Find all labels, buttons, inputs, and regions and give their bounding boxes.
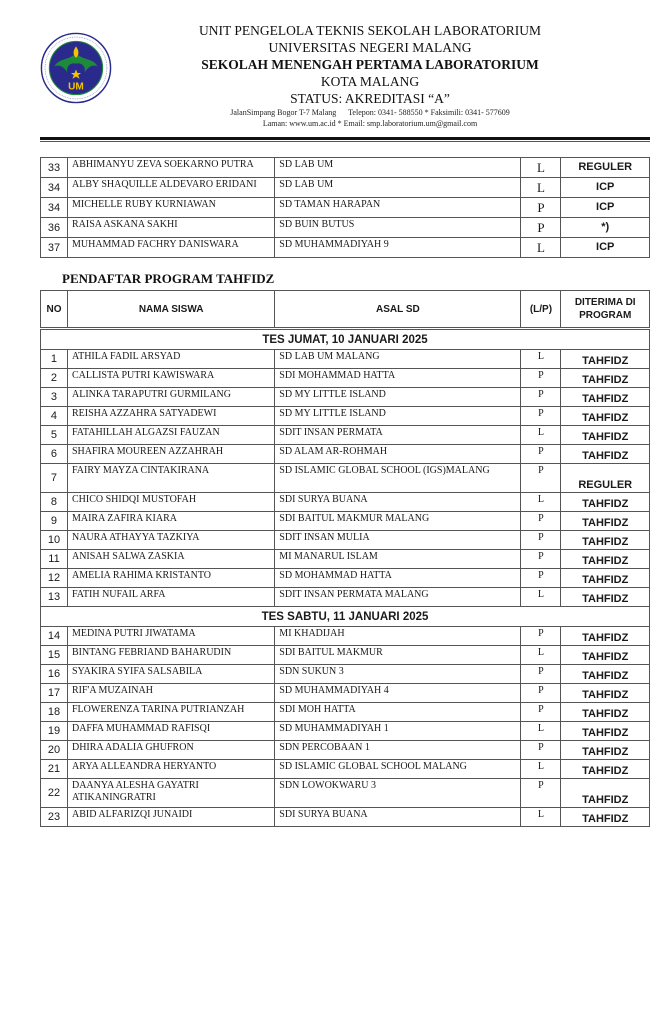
accepted-program: TAHFIDZ [561, 569, 650, 588]
gender: L [521, 350, 561, 369]
gender: P [521, 531, 561, 550]
row-number: 37 [41, 238, 68, 258]
table-row [41, 684, 650, 703]
origin-school: SD BUIN BUTUS [275, 218, 521, 238]
origin-school: SD MOHAMMAD HATTA [275, 569, 521, 588]
table-row [41, 808, 650, 827]
student-name: ABHIMANYU ZEVA SOEKARNO PUTRA [67, 158, 274, 178]
student-name: ATHILA FADIL ARSYAD [67, 350, 274, 369]
continued-registrant-table [40, 157, 650, 258]
table-row [41, 426, 650, 445]
gender: P [521, 684, 561, 703]
row-number: 1 [41, 350, 68, 369]
test-session-row [41, 607, 650, 627]
student-name: CHICO SHIDQI MUSTOFAH [67, 493, 274, 512]
accepted-program: TAHFIDZ [561, 350, 650, 369]
table-row [41, 646, 650, 665]
gender: P [521, 627, 561, 646]
origin-school: SDIT INSAN PERMATA MALANG [275, 588, 521, 607]
accepted-program: *) [561, 218, 650, 238]
gender: P [521, 369, 561, 388]
gender: P [521, 388, 561, 407]
origin-school: SD MUHAMMADIYAH 1 [275, 722, 521, 741]
table-row [41, 407, 650, 426]
origin-school: SD LAB UM [275, 158, 521, 178]
header-no: NO [41, 291, 68, 329]
row-number: 19 [41, 722, 68, 741]
row-number: 21 [41, 760, 68, 779]
origin-school: SDI SURYA BUANA [275, 808, 521, 827]
table-row [41, 369, 650, 388]
origin-school: SDN SUKUN 3 [275, 665, 521, 684]
gender: P [521, 779, 561, 808]
row-number: 18 [41, 703, 68, 722]
row-number: 3 [41, 388, 68, 407]
accepted-program: TAHFIDZ [561, 426, 650, 445]
accepted-program: ICP [561, 198, 650, 218]
test-session-label: TES JUMAT, 10 JANUARI 2025 [41, 329, 650, 350]
accepted-program: TAHFIDZ [561, 741, 650, 760]
student-name: DHIRA ADALIA GHUFRON [67, 741, 274, 760]
table-row [41, 779, 650, 808]
header-program-line1: DITERIMA DI [574, 297, 636, 308]
student-name: RIF'A MUZAINAH [67, 684, 274, 703]
accepted-program: TAHFIDZ [561, 531, 650, 550]
table-row [41, 588, 650, 607]
table-row [41, 198, 650, 218]
table-row [41, 550, 650, 569]
table-row [41, 445, 650, 464]
table-row [41, 703, 650, 722]
gender: P [521, 569, 561, 588]
origin-school: SD LAB UM MALANG [275, 350, 521, 369]
accepted-program: REGULER [561, 158, 650, 178]
test-session-label: TES SABTU, 11 JANUARI 2025 [41, 607, 650, 627]
accreditation-status: STATUS: AKREDITASI “A” [290, 91, 450, 106]
tahfidz-registrant-table [40, 290, 650, 827]
accepted-program: TAHFIDZ [561, 684, 650, 703]
row-number: 34 [41, 198, 68, 218]
header-name: NAMA SISWA [67, 291, 274, 329]
origin-school: SDI MOHAMMAD HATTA [275, 369, 521, 388]
student-name: AMELIA RAHIMA KRISTANTO [67, 569, 274, 588]
student-name: FATAHILLAH ALGAZSI FAUZAN [67, 426, 274, 445]
accepted-program: TAHFIDZ [561, 722, 650, 741]
row-number: 7 [41, 464, 68, 493]
origin-school: SDI SURYA BUANA [275, 493, 521, 512]
header-gender: (L/P) [521, 291, 561, 329]
accepted-program: TAHFIDZ [561, 760, 650, 779]
student-name: NAURA ATHAYYA TAZKIYA [67, 531, 274, 550]
student-name: CALLISTA PUTRI KAWISWARA [67, 369, 274, 388]
accepted-program: ICP [561, 178, 650, 198]
student-name: REISHA AZZAHRA SATYADEWI [67, 407, 274, 426]
table-row [41, 218, 650, 238]
row-number: 17 [41, 684, 68, 703]
row-number: 6 [41, 445, 68, 464]
origin-school: SDI BAITUL MAKMUR [275, 646, 521, 665]
student-name: ARYA ALLEANDRA HERYANTO [67, 760, 274, 779]
um-crest-icon [40, 32, 112, 104]
origin-school: SD ALAM AR-ROHMAH [275, 445, 521, 464]
header-program [561, 291, 650, 329]
accepted-program: TAHFIDZ [561, 407, 650, 426]
table-row [41, 158, 650, 178]
row-number: 34 [41, 178, 68, 198]
accepted-program: TAHFIDZ [561, 703, 650, 722]
row-number: 2 [41, 369, 68, 388]
origin-school: SDN LOWOKWARU 3 [275, 779, 521, 808]
gender: P [521, 741, 561, 760]
student-name: BINTANG FEBRIAND BAHARUDIN [67, 646, 274, 665]
test-session-row [41, 329, 650, 350]
accepted-program: REGULER [561, 464, 650, 493]
origin-school: SD LAB UM [275, 178, 521, 198]
gender: P [521, 512, 561, 531]
row-number: 22 [41, 779, 68, 808]
gender: P [521, 218, 561, 238]
table-row [41, 722, 650, 741]
letterhead-divider-thin [40, 141, 650, 142]
table-row [41, 493, 650, 512]
gender: L [521, 760, 561, 779]
origin-school: SDI BAITUL MAKMUR MALANG [275, 512, 521, 531]
student-name: DAFFA MUHAMMAD RAFISQI [67, 722, 274, 741]
accepted-program: TAHFIDZ [561, 627, 650, 646]
table-row [41, 665, 650, 684]
gender: L [521, 646, 561, 665]
student-name: FATIH NUFAIL ARFA [67, 588, 274, 607]
accepted-program: TAHFIDZ [561, 512, 650, 531]
gender: L [521, 158, 561, 178]
gender: L [521, 426, 561, 445]
table-row [41, 350, 650, 369]
letterhead-text [130, 22, 610, 129]
origin-school: SD MY LITTLE ISLAND [275, 388, 521, 407]
student-name: ANISAH SALWA ZASKIA [67, 550, 274, 569]
gender: L [521, 238, 561, 258]
origin-school: MI MANARUL ISLAM [275, 550, 521, 569]
gender: P [521, 407, 561, 426]
continued-table-body [41, 158, 650, 258]
table-row [41, 569, 650, 588]
row-number: 23 [41, 808, 68, 827]
logo-um-text: UM [68, 81, 84, 93]
student-name: MEDINA PUTRI JIWATAMA [67, 627, 274, 646]
row-number: 15 [41, 646, 68, 665]
tahfidz-table-body [41, 329, 650, 827]
student-name: SHAFIRA MOUREEN AZZAHRAH [67, 445, 274, 464]
letterhead [0, 0, 670, 140]
origin-school: SD TAMAN HARAPAN [275, 198, 521, 218]
student-name: FAIRY MAYZA CINTAKIRANA [67, 464, 274, 493]
student-name: MUHAMMAD FACHRY DANISWARA [67, 238, 274, 258]
row-number: 36 [41, 218, 68, 238]
table-header [41, 291, 650, 329]
student-name: DAANYA ALESHA GAYATRI ATIKANINGRATRI [67, 779, 274, 808]
gender: L [521, 178, 561, 198]
accepted-program: TAHFIDZ [561, 445, 650, 464]
institution-university: UNIVERSITAS NEGERI MALANG [268, 40, 472, 55]
row-number: 11 [41, 550, 68, 569]
row-number: 5 [41, 426, 68, 445]
student-name: ALBY SHAQUILLE ALDEVARO ERIDANI [67, 178, 274, 198]
gender: P [521, 550, 561, 569]
student-name: ABID ALFARIZQI JUNAIDI [67, 808, 274, 827]
institution-city: KOTA MALANG [320, 74, 420, 89]
accepted-program: TAHFIDZ [561, 550, 650, 569]
gender: L [521, 808, 561, 827]
gender: P [521, 464, 561, 493]
gender: L [521, 493, 561, 512]
section-title: PENDAFTAR PROGRAM TAHFIDZ [62, 271, 275, 286]
row-number: 13 [41, 588, 68, 607]
gender: L [521, 588, 561, 607]
accepted-program: TAHFIDZ [561, 493, 650, 512]
row-number: 20 [41, 741, 68, 760]
origin-school: SD MY LITTLE ISLAND [275, 407, 521, 426]
origin-school: SDI MOH HATTA [275, 703, 521, 722]
accepted-program: TAHFIDZ [561, 665, 650, 684]
institution-school: SEKOLAH MENENGAH PERTAMA LABORATORIUM [201, 57, 539, 72]
student-name: MAIRA ZAFIRA KIARA [67, 512, 274, 531]
gender: P [521, 445, 561, 464]
student-name: ALINKA TARAPUTRI GURMILANG [67, 388, 274, 407]
gender: P [521, 703, 561, 722]
row-number: 8 [41, 493, 68, 512]
origin-school: SD ISLAMIC GLOBAL SCHOOL (IGS)MALANG [275, 464, 521, 493]
accepted-program: TAHFIDZ [561, 808, 650, 827]
accepted-program: TAHFIDZ [561, 388, 650, 407]
table-row [41, 741, 650, 760]
table-row [41, 238, 650, 258]
header-school: ASAL SD [275, 291, 521, 329]
table-row [41, 178, 650, 198]
contact-line: Laman: www.um.ac.id * Email: smp.laboratorium.um@gmail.com [262, 119, 478, 128]
student-name: SYAKIRA SYIFA SALSABILA [67, 665, 274, 684]
row-number: 10 [41, 531, 68, 550]
student-name: RAISA ASKANA SAKHI [67, 218, 274, 238]
address-line: JalanSimpang Bogor T-7 Malang Telepon: 0341- 588550 * Faksimili: 0341- 577609 [230, 108, 510, 117]
gender: L [521, 722, 561, 741]
letterhead-divider [40, 137, 650, 140]
row-number: 4 [41, 407, 68, 426]
origin-school: SDIT INSAN PERMATA [275, 426, 521, 445]
row-number: 16 [41, 665, 68, 684]
row-number: 12 [41, 569, 68, 588]
table-row [41, 760, 650, 779]
institution-unit: UNIT PENGELOLA TEKNIS SEKOLAH LABORATORIUM [198, 23, 541, 38]
gender: P [521, 665, 561, 684]
table-row [41, 531, 650, 550]
origin-school: SDN PERCOBAAN 1 [275, 741, 521, 760]
origin-school: SD MUHAMMADIYAH 9 [275, 238, 521, 258]
table-row [41, 627, 650, 646]
row-number: 14 [41, 627, 68, 646]
header-program-line2: PROGRAM [579, 310, 632, 321]
accepted-program: TAHFIDZ [561, 646, 650, 665]
table-row [41, 512, 650, 531]
origin-school: SD ISLAMIC GLOBAL SCHOOL MALANG [275, 760, 521, 779]
student-name: FLOWERENZA TARINA PUTRIANZAH [67, 703, 274, 722]
row-number: 33 [41, 158, 68, 178]
student-name: MICHELLE RUBY KURNIAWAN [67, 198, 274, 218]
accepted-program: TAHFIDZ [561, 369, 650, 388]
accepted-program: TAHFIDZ [561, 779, 650, 808]
accepted-program: TAHFIDZ [561, 588, 650, 607]
origin-school: SDIT INSAN MULIA [275, 531, 521, 550]
origin-school: SD MUHAMMADIYAH 4 [275, 684, 521, 703]
origin-school: MI KHADIJAH [275, 627, 521, 646]
gender: P [521, 198, 561, 218]
accepted-program: ICP [561, 238, 650, 258]
table-row [41, 464, 650, 493]
table-row [41, 388, 650, 407]
row-number: 9 [41, 512, 68, 531]
